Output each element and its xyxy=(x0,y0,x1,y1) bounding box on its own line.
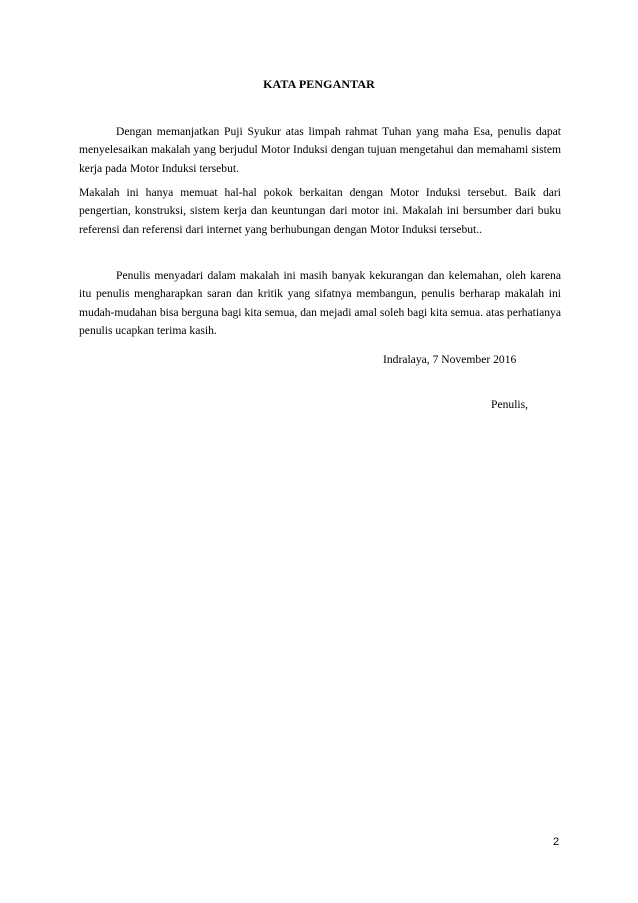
paragraph-intro: Dengan memanjatkan Puji Syukur atas limpah rahmat Tuhan yang maha Esa, penulis dapat menyelesaikan makalah yang berjudul Motor Induksi dengan tujuan mengetahui dan memahami sistem kerja pada Motor Induksi tersebut. xyxy=(79,125,561,175)
paragraph-closing: Penulis menyadari dalam makalah ini masih banyak kekurangan dan kelemahan, oleh karena itu penulis mengharapkan saran dan kritik yang sifatnya membangun, penulis berharap makalah ini mudah-mudahan bisa berguna bagi kita semua, dan mejadi amal soleh bagi kita semua. atas perhatianya penulis ucapkan terima kasih. xyxy=(79,269,561,337)
paragraph-content: Makalah ini hanya memuat hal-hal pokok berkaitan dengan Motor Induksi tersebut. Baik dari pengertian, konstruksi, sistem kerja dan keuntungan dari motor ini. Makalah ini bersumber dari buku referensi dan referensi dari internet yang berhubungan dengan Motor Induksi tersebut.. xyxy=(79,186,561,236)
page-number: 2 xyxy=(553,836,560,848)
page-title: KATA PENGANTAR xyxy=(263,77,375,91)
signer-label: Penulis, xyxy=(491,398,529,411)
place-date: Indralaya, 7 November 2016 xyxy=(383,353,517,366)
